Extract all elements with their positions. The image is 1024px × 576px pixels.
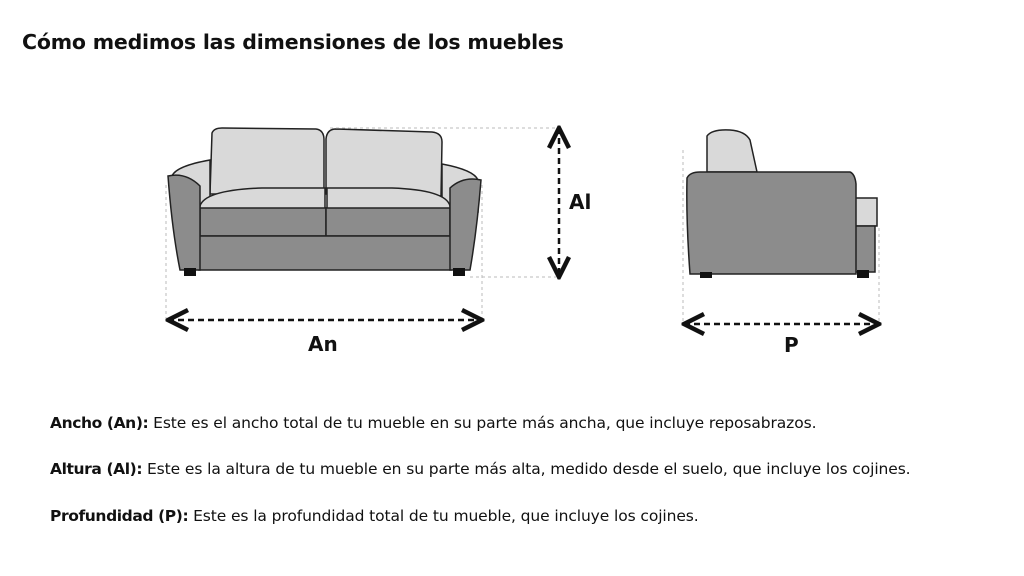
height-label: Al: [569, 190, 592, 214]
side-leg-back: [700, 272, 712, 278]
definition-text: Este es la profundidad total de tu mueble, que incluye los cojines.: [188, 507, 699, 525]
width-label: An: [308, 332, 338, 356]
definition-text: Este es la altura de tu mueble en su parte más alta, medido desde el suelo, que incluye los cojines.: [142, 460, 911, 478]
sofa-side-view: [687, 130, 877, 274]
depth-label: P: [784, 333, 799, 357]
definition-term: Ancho (An):: [50, 414, 149, 432]
definition-term: Altura (Al):: [50, 460, 143, 478]
sofa-leg-left: [184, 268, 196, 276]
definition-term: Profundidad (P):: [50, 507, 189, 525]
page-title: Cómo medimos las dimensiones de los muebles: [22, 30, 564, 54]
side-leg-front: [857, 270, 869, 278]
sofa-front-view: [168, 128, 481, 270]
definition-depth: [50, 507, 699, 525]
definition-text: Este es el ancho total de tu mueble en su parte más ancha, que incluye reposabrazos.: [148, 414, 817, 432]
definition-height: [50, 460, 911, 478]
sofa-leg-right: [453, 268, 465, 276]
definition-width: [50, 414, 816, 432]
